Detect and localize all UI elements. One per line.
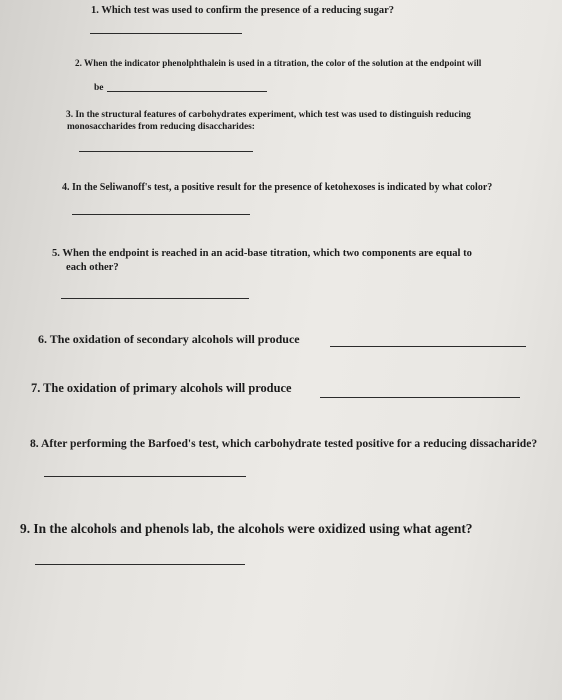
question-7	[31, 382, 291, 396]
question-continuation: monosaccharides from reducing disaccharides:	[67, 122, 255, 132]
question-number: 1.	[91, 5, 99, 16]
answer-line-4[interactable]	[72, 214, 250, 215]
answer-line-9[interactable]	[35, 564, 245, 565]
answer-line-5[interactable]	[61, 298, 249, 299]
question-number: 9.	[20, 521, 31, 536]
question-6	[38, 333, 300, 346]
question-number: 8.	[30, 437, 39, 450]
question-text: In the alcohols and phenols lab, the alcohols were oxidized using what agent?	[33, 521, 473, 536]
question-text: The oxidation of primary alcohols will produce	[43, 381, 292, 395]
question-text: When the indicator phenolphthalein is used in a titration, the color of the solution at the endpoint will	[84, 58, 482, 68]
answer-line-6[interactable]	[330, 346, 526, 347]
question-number: 5.	[52, 248, 60, 259]
question-text: When the endpoint is reached in an acid-base titration, which two components are equal to	[62, 248, 472, 259]
question-number: 2.	[75, 58, 82, 68]
question-text: After performing the Barfoed's test, which carbohydrate tested positive for a reducing dissacharide?	[40, 437, 538, 450]
question-continuation: each other?	[66, 262, 119, 273]
question-9	[20, 521, 473, 536]
question-4	[62, 182, 492, 193]
question-number: 3.	[66, 110, 74, 120]
question-number: 7.	[31, 381, 41, 395]
answer-line-7[interactable]	[320, 397, 520, 398]
answer-line-8[interactable]	[44, 476, 246, 477]
answer-line-2[interactable]	[107, 91, 267, 92]
question-text: In the structural features of carbohydrates experiment, which test was used to distinguish reducing	[75, 110, 471, 120]
answer-line-3[interactable]	[79, 151, 253, 152]
question-text: The oxidation of secondary alcohols will produce	[49, 332, 300, 346]
question-text: In the Seliwanoff's test, a positive result for the presence of ketohexoses is indicated by what color?	[72, 182, 493, 193]
question-number: 4.	[62, 182, 70, 193]
answer-line-1[interactable]	[90, 33, 242, 34]
question-3	[66, 110, 471, 121]
question-2	[75, 58, 481, 68]
question-5	[52, 248, 472, 260]
question-number: 6.	[38, 332, 47, 346]
question-continuation: be	[94, 83, 104, 93]
question-1	[91, 5, 394, 17]
question-text: Which test was used to confirm the presence of a reducing sugar?	[101, 5, 395, 16]
question-8	[30, 437, 537, 450]
